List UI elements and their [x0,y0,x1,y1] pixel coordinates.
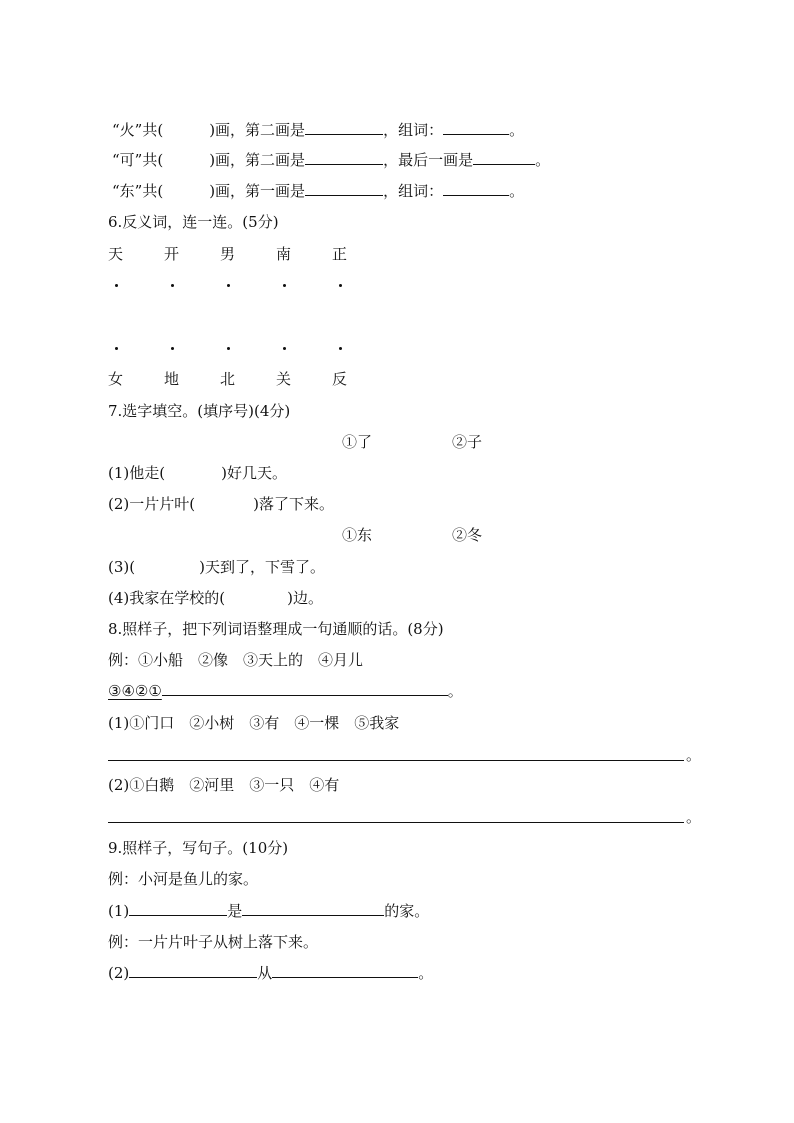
answer-line[interactable] [108,822,684,823]
item-number: (2) [108,964,130,982]
row-text-end: 。 [509,182,525,200]
connect-dot[interactable] [171,284,174,287]
sentence-start: (2)一片片叶( [108,495,196,513]
antonym-top-2: 开 [164,245,180,263]
option-1: ①了 [342,433,373,451]
row-text-char: “东”共( [112,182,164,200]
question-9-sentence-2 [108,963,433,983]
row-text-end: 。 [509,121,525,139]
answer-blank[interactable] [305,181,383,196]
question-7-title: 7.选字填空。(填序号)(4分) [108,402,291,420]
connect-dot[interactable] [171,347,174,350]
row-text-char: “火”共( [112,121,164,139]
answer-blank[interactable] [129,901,227,916]
question-6-title: 6.反义词，连一连。(5分) [108,213,279,231]
period: 。 [447,682,463,700]
sentence-start: (4)我家在学校的( [108,589,226,607]
antonym-bottom-4: 关 [276,370,292,388]
question-8-title: 8.照样子，把下列词语整理成一句通顺的话。(8分) [108,620,444,638]
row-text-after: ，最后一画是 [383,151,474,169]
row-text-mid: )画，第二画是 [209,151,306,169]
row-text-end: 。 [535,151,551,169]
answer-blank[interactable] [473,150,535,165]
sentence-word: 从 [257,964,273,982]
fill-sentence-1 [108,463,287,483]
example-answer-line [162,681,448,696]
item-number: (1) [108,902,130,920]
row-text-mid: )画，第一画是 [209,182,306,200]
option-1: ①东 [342,526,373,544]
connect-dot[interactable] [339,347,342,350]
option-2: ②冬 [452,526,483,544]
connect-dot[interactable] [115,284,118,287]
connect-dot[interactable] [227,284,230,287]
row-text-mid: )画，第二画是 [209,121,306,139]
sentence-end: )好几天。 [221,464,287,482]
sentence-end: 。 [418,964,434,982]
example-answer-text: ③④②① [108,682,162,700]
connect-dot[interactable] [339,284,342,287]
sentence-end: 的家。 [384,902,430,920]
sentence-word: 是 [227,902,243,920]
question-8-item-2: (2)①白鹅 ②河里 ③一只 ④有 [108,776,340,794]
fill-sentence-4 [108,588,323,608]
answer-blank[interactable] [242,901,384,916]
antonym-bottom-3: 北 [220,370,236,388]
connect-dot[interactable] [283,347,286,350]
answer-line[interactable] [108,760,684,761]
question-9-sentence-1 [108,901,429,921]
question-8-example: 例：①小船 ②像 ③天上的 ④月儿 [108,651,364,669]
antonym-bottom-1: 女 [108,370,124,388]
answer-blank[interactable] [272,963,418,978]
connect-dot[interactable] [283,284,286,287]
connect-dot[interactable] [115,347,118,350]
answer-blank[interactable] [443,120,509,135]
question-9-example-1: 例：小河是鱼儿的家。 [108,870,259,888]
answer-blank[interactable] [305,120,383,135]
answer-blank[interactable] [443,181,509,196]
question-8-example-answer [108,681,463,701]
question-9-example-2: 例：一片片叶子从树上落下来。 [108,933,319,951]
sentence-end: )天到了，下雪了。 [199,558,325,576]
stroke-question-row-1 [112,120,524,140]
option-2: ②子 [452,433,483,451]
fill-sentence-3 [108,557,325,577]
question-8-item-1: (1)①门口 ②小树 ③有 ④一棵 ⑤我家 [108,714,400,732]
period: 。 [686,808,702,826]
answer-blank[interactable] [305,150,383,165]
row-text-after: ，组词： [383,182,444,200]
antonym-top-1: 天 [108,245,124,263]
stroke-question-row-2 [112,150,550,170]
period: 。 [686,746,702,764]
antonym-top-5: 正 [332,245,348,263]
antonym-top-4: 南 [276,245,292,263]
sentence-start: (3)( [108,558,136,576]
answer-blank[interactable] [129,963,257,978]
row-text-after: ，组词： [383,121,444,139]
sentence-end: )边。 [287,589,323,607]
row-text-char: “可”共( [112,151,164,169]
antonym-bottom-5: 反 [332,370,348,388]
antonym-top-3: 男 [220,245,236,263]
sentence-start: (1)他走( [108,464,166,482]
connect-dot[interactable] [227,347,230,350]
question-9-title: 9.照样子，写句子。(10分) [108,839,289,857]
fill-sentence-2 [108,494,334,514]
sentence-end: )落了下来。 [253,495,334,513]
antonym-bottom-2: 地 [164,370,180,388]
stroke-question-row-3 [112,181,524,201]
